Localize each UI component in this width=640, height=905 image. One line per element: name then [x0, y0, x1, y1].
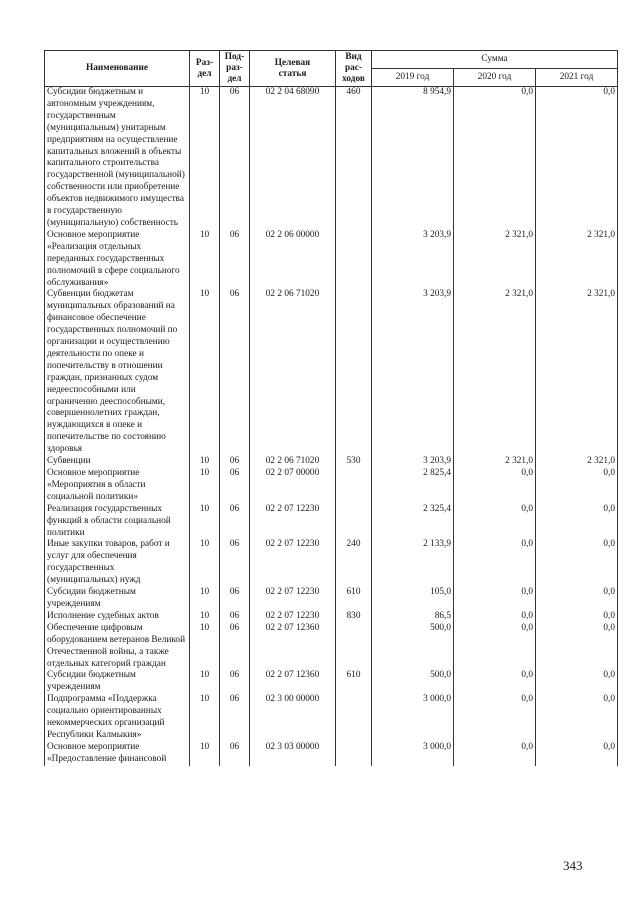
row-sum-2019: 86,5 — [372, 611, 454, 623]
row-sum-2020: 0,0 — [454, 539, 536, 587]
row-sum-2019: 3 000,0 — [372, 742, 454, 766]
table-header — [45, 51, 618, 87]
row-expense-kind — [336, 694, 372, 742]
row-expense-kind: 830 — [336, 611, 372, 623]
row-sum-2020: 0,0 — [454, 623, 536, 671]
row-sum-2021: 2 321,0 — [536, 289, 618, 456]
row-expense-kind: 610 — [336, 670, 372, 694]
table-row — [45, 670, 618, 694]
row-target-article: 02 2 06 71020 — [250, 456, 336, 468]
row-target-article: 02 2 07 12230 — [250, 504, 336, 540]
table-row — [45, 742, 618, 766]
row-target-article: 02 2 07 12230 — [250, 587, 336, 611]
table-row — [45, 87, 618, 230]
row-subsection: 06 — [220, 623, 250, 671]
row-sum-2020: 0,0 — [454, 587, 536, 611]
row-name: Исполнение судебных актов — [45, 611, 190, 623]
row-sum-2019: 3 203,9 — [372, 289, 454, 456]
row-sum-2020: 0,0 — [454, 611, 536, 623]
row-sum-2021: 0,0 — [536, 670, 618, 694]
row-target-article: 02 3 00 00000 — [250, 694, 336, 742]
header-year-2021: 2021 год — [536, 69, 618, 87]
row-subsection: 06 — [220, 694, 250, 742]
row-expense-kind — [336, 504, 372, 540]
table-row — [45, 468, 618, 504]
row-name: Субсидии бюджетным учреждениям — [45, 587, 190, 611]
row-sum-2021: 0,0 — [536, 587, 618, 611]
table-row — [45, 611, 618, 623]
row-name: Субсидии бюджетным учреждениям — [45, 670, 190, 694]
row-sum-2020: 0,0 — [454, 87, 536, 230]
row-target-article: 02 2 07 00000 — [250, 468, 336, 504]
row-sum-2021: 0,0 — [536, 539, 618, 587]
row-subsection: 06 — [220, 742, 250, 766]
row-sum-2019: 2 825,4 — [372, 468, 454, 504]
table-row — [45, 587, 618, 611]
row-subsection: 06 — [220, 587, 250, 611]
row-name: Обеспечение цифровым оборудованием ветеранов Великой Отечественной войны, а также отдельных категорий граждан — [45, 623, 190, 671]
row-target-article: 02 2 07 12360 — [250, 670, 336, 694]
row-target-article: 02 3 03 00000 — [250, 742, 336, 766]
row-target-article: 02 2 04 68090 — [250, 87, 336, 230]
row-subsection: 06 — [220, 539, 250, 587]
table-row — [45, 230, 618, 290]
row-sum-2020: 0,0 — [454, 504, 536, 540]
row-sum-2021: 2 321,0 — [536, 456, 618, 468]
table-row — [45, 289, 618, 456]
row-subsection: 06 — [220, 504, 250, 540]
table-row — [45, 623, 618, 671]
row-expense-kind: 240 — [336, 539, 372, 587]
table-body — [45, 87, 618, 766]
row-expense-kind: 530 — [336, 456, 372, 468]
row-section: 10 — [190, 87, 220, 230]
row-expense-kind — [336, 289, 372, 456]
row-sum-2020: 2 321,0 — [454, 456, 536, 468]
table-row — [45, 694, 618, 742]
row-name: Иные закупки товаров, работ и услуг для обеспечения государственных (муниципальных) нужд — [45, 539, 190, 587]
row-section: 10 — [190, 456, 220, 468]
row-name: Субвенции — [45, 456, 190, 468]
row-section: 10 — [190, 230, 220, 290]
row-sum-2021: 0,0 — [536, 694, 618, 742]
row-section: 10 — [190, 587, 220, 611]
header-year-2020: 2020 год — [454, 69, 536, 87]
row-sum-2019: 3 203,9 — [372, 456, 454, 468]
row-expense-kind: 610 — [336, 587, 372, 611]
row-sum-2019: 3 203,9 — [372, 230, 454, 290]
row-sum-2019: 2 325,4 — [372, 504, 454, 540]
row-section: 10 — [190, 623, 220, 671]
row-sum-2021: 2 321,0 — [536, 230, 618, 290]
row-expense-kind — [336, 742, 372, 766]
row-sum-2019: 500,0 — [372, 623, 454, 671]
row-target-article: 02 2 07 12230 — [250, 539, 336, 587]
row-expense-kind: 460 — [336, 87, 372, 230]
row-section: 10 — [190, 468, 220, 504]
table-row — [45, 504, 618, 540]
page-number: 343 — [563, 858, 583, 873]
row-sum-2020: 0,0 — [454, 670, 536, 694]
row-section: 10 — [190, 670, 220, 694]
row-subsection: 06 — [220, 289, 250, 456]
row-name: Основное мероприятие «Предоставление финансовой — [45, 742, 190, 766]
row-subsection: 06 — [220, 230, 250, 290]
row-name: Реализация государственных функций в области социальной политики — [45, 504, 190, 540]
header-target-article: Целевая статья — [250, 51, 336, 87]
row-name: Субсидии бюджетным и автономным учреждениям, государственным (муниципальным) унитарным предприятиям на осуществление капитальных вложений в объекты капитального строительства государственной (муниципальной) собственности или приобретение объектов недвижимого имущества в государственную (муниципальную) собственность — [45, 87, 190, 230]
row-name: Основное мероприятие «Реализация отдельных переданных государственных полномочий в сфере социального обслуживания» — [45, 230, 190, 290]
row-section: 10 — [190, 504, 220, 540]
row-section: 10 — [190, 611, 220, 623]
row-sum-2019: 500,0 — [372, 670, 454, 694]
row-sum-2021: 0,0 — [536, 504, 618, 540]
row-target-article: 02 2 07 12360 — [250, 623, 336, 671]
header-section: Раз- дел — [190, 51, 220, 87]
row-target-article: 02 2 07 12230 — [250, 611, 336, 623]
row-target-article: 02 2 06 00000 — [250, 230, 336, 290]
row-name: Основное мероприятие «Мероприятия в области социальной политики» — [45, 468, 190, 504]
header-expense-kind: Вид рас- ходов — [336, 51, 372, 87]
row-name: Субвенции бюджетам муниципальных образований на финансовое обеспечение государственных полномочий по организации и осуществлению деятельности по опеке и попечительству в отношении граждан, признанных судом недееспособными или ограниченно дееспособными, совершеннолетних граждан, нуждающихся в опеке и попечительстве по состоянию здоровья — [45, 289, 190, 456]
header-name: Наименование — [45, 51, 190, 87]
row-section: 10 — [190, 742, 220, 766]
header-subsection: Под- раз- дел — [220, 51, 250, 87]
row-sum-2019: 105,0 — [372, 587, 454, 611]
row-expense-kind — [336, 623, 372, 671]
row-expense-kind — [336, 230, 372, 290]
row-sum-2019: 8 954,9 — [372, 87, 454, 230]
row-subsection: 06 — [220, 611, 250, 623]
row-expense-kind — [336, 468, 372, 504]
row-sum-2019: 3 000,0 — [372, 694, 454, 742]
row-sum-2021: 0,0 — [536, 611, 618, 623]
row-sum-2021: 0,0 — [536, 468, 618, 504]
row-sum-2021: 0,0 — [536, 742, 618, 766]
row-subsection: 06 — [220, 456, 250, 468]
row-sum-2019: 2 133,9 — [372, 539, 454, 587]
row-sum-2021: 0,0 — [536, 623, 618, 671]
row-sum-2020: 2 321,0 — [454, 230, 536, 290]
header-sum: Сумма — [372, 51, 618, 69]
row-target-article: 02 2 06 71020 — [250, 289, 336, 456]
row-section: 10 — [190, 539, 220, 587]
row-name: Подпрограмма «Поддержка социально ориентированных некоммерческих организаций Республики Калмыкия» — [45, 694, 190, 742]
budget-table — [44, 50, 618, 766]
row-subsection: 06 — [220, 87, 250, 230]
row-sum-2020: 0,0 — [454, 742, 536, 766]
header-year-2019: 2019 год — [372, 69, 454, 87]
row-sum-2020: 2 321,0 — [454, 289, 536, 456]
row-section: 10 — [190, 694, 220, 742]
row-subsection: 06 — [220, 468, 250, 504]
table-row — [45, 456, 618, 468]
row-sum-2020: 0,0 — [454, 694, 536, 742]
table-row — [45, 539, 618, 587]
row-sum-2021: 0,0 — [536, 87, 618, 230]
row-section: 10 — [190, 289, 220, 456]
row-subsection: 06 — [220, 670, 250, 694]
row-sum-2020: 0,0 — [454, 468, 536, 504]
